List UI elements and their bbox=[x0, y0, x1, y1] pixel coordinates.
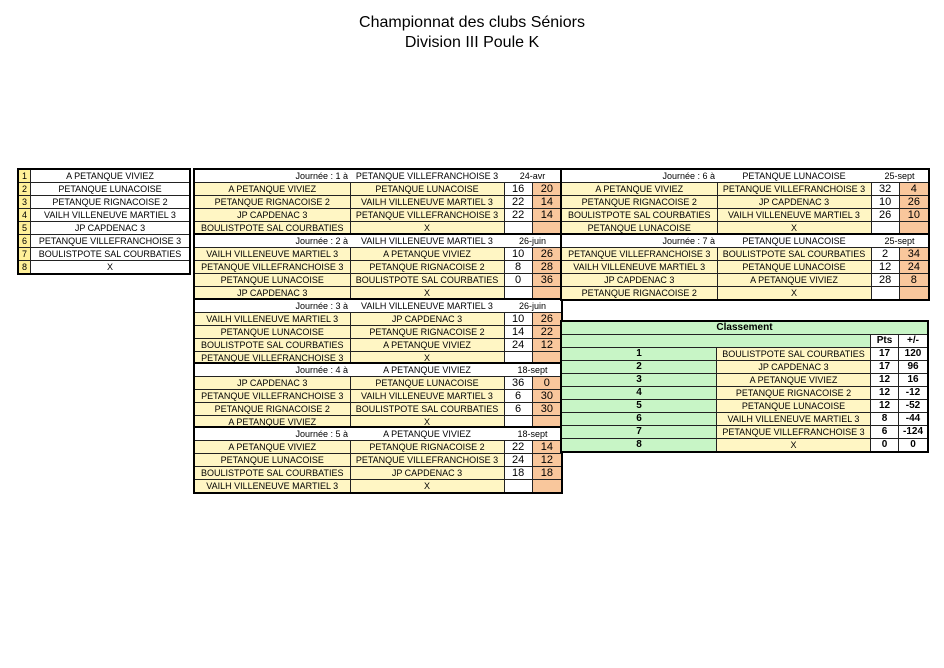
away-team: BOULISTPOTE SAL COURBATIES bbox=[717, 248, 871, 261]
home-score: 26 bbox=[871, 209, 899, 222]
away-team: X bbox=[350, 480, 504, 494]
points: 17 bbox=[871, 348, 899, 361]
home-score: 22 bbox=[504, 209, 532, 222]
round-venue: VAILH VILLENEUVE MARTIEL 3 bbox=[350, 234, 504, 248]
round-date: 25-sept bbox=[871, 169, 929, 183]
away-score: 12 bbox=[532, 454, 562, 467]
match-row bbox=[194, 454, 562, 467]
home-team: VAILH VILLENEUVE MARTIEL 3 bbox=[194, 480, 350, 494]
page-title: Championnat des clubs Séniors bbox=[359, 14, 585, 31]
round-label: Journée : 4 à bbox=[194, 363, 350, 377]
round-venue: A PETANQUE VIVIEZ bbox=[350, 363, 504, 377]
home-team: BOULISTPOTE SAL COURBATIES bbox=[194, 222, 350, 236]
home-score: 18 bbox=[504, 467, 532, 480]
round-header bbox=[194, 427, 562, 441]
round-header bbox=[194, 299, 562, 313]
team-number: 2 bbox=[18, 183, 31, 196]
away-team: JP CAPDENAC 3 bbox=[350, 313, 504, 326]
team-name: VAILH VILLENEUVE MARTIEL 3 bbox=[31, 209, 191, 222]
team-number: 6 bbox=[18, 235, 31, 248]
home-score: 12 bbox=[871, 261, 899, 274]
home-score: 6 bbox=[504, 403, 532, 416]
team-name: BOULISTPOTE SAL COURBATIES bbox=[31, 248, 191, 261]
home-score: 28 bbox=[871, 274, 899, 287]
match-row bbox=[194, 326, 562, 339]
away-team: BOULISTPOTE SAL COURBATIES bbox=[350, 403, 504, 416]
standings-row bbox=[561, 348, 928, 361]
home-team: PETANQUE RIGNACOISE 2 bbox=[561, 287, 717, 301]
away-score: 12 bbox=[532, 339, 562, 352]
away-score: 26 bbox=[532, 248, 562, 261]
team-name: PETANQUE VILLEFRANCHOISE 3 bbox=[717, 426, 871, 439]
goal-diff: -44 bbox=[899, 413, 929, 426]
round-venue: A PETANQUE VIVIEZ bbox=[350, 427, 504, 441]
round-header bbox=[561, 169, 929, 183]
round-table bbox=[193, 168, 563, 236]
round-table bbox=[193, 298, 563, 366]
round-table bbox=[560, 233, 930, 301]
home-team: PETANQUE VILLEFRANCHOISE 3 bbox=[194, 390, 350, 403]
round-venue: PETANQUE LUNACOISE bbox=[717, 169, 871, 183]
match-row bbox=[194, 183, 562, 196]
team-name: VAILH VILLENEUVE MARTIEL 3 bbox=[717, 413, 871, 426]
rank: 1 bbox=[561, 348, 717, 361]
standings-row bbox=[561, 374, 928, 387]
away-team: PETANQUE VILLEFRANCHOISE 3 bbox=[350, 209, 504, 222]
match-row bbox=[194, 339, 562, 352]
match-row bbox=[194, 390, 562, 403]
match-row bbox=[561, 209, 929, 222]
home-score: 16 bbox=[504, 183, 532, 196]
round-table bbox=[193, 426, 563, 494]
team-number: 4 bbox=[18, 209, 31, 222]
home-team: PETANQUE VILLEFRANCHOISE 3 bbox=[561, 248, 717, 261]
match-row bbox=[561, 196, 929, 209]
team-name: JP CAPDENAC 3 bbox=[31, 222, 191, 235]
away-score bbox=[532, 480, 562, 494]
away-score: 10 bbox=[899, 209, 929, 222]
round-date: 24-avr bbox=[504, 169, 562, 183]
match-row bbox=[194, 209, 562, 222]
round-venue: PETANQUE VILLEFRANCHOISE 3 bbox=[350, 169, 504, 183]
team-name: PETANQUE VILLEFRANCHOISE 3 bbox=[31, 235, 191, 248]
away-score: 36 bbox=[532, 274, 562, 287]
round-label: Journée : 2 à bbox=[194, 234, 350, 248]
away-team: PETANQUE RIGNACOISE 2 bbox=[350, 326, 504, 339]
away-team: VAILH VILLENEUVE MARTIEL 3 bbox=[717, 209, 871, 222]
match-row bbox=[561, 248, 929, 261]
round-label: Journée : 5 à bbox=[194, 427, 350, 441]
goal-diff: 96 bbox=[899, 361, 929, 374]
pts-header: Pts bbox=[871, 335, 899, 348]
home-score: 22 bbox=[504, 196, 532, 209]
points: 8 bbox=[871, 413, 899, 426]
away-team: A PETANQUE VIVIEZ bbox=[350, 339, 504, 352]
round-header bbox=[194, 234, 562, 248]
match-row bbox=[194, 403, 562, 416]
standings-table bbox=[560, 320, 929, 453]
away-team: X bbox=[350, 352, 504, 366]
away-team: PETANQUE VILLEFRANCHOISE 3 bbox=[350, 454, 504, 467]
home-team: VAILH VILLENEUVE MARTIEL 3 bbox=[561, 261, 717, 274]
away-score: 30 bbox=[532, 390, 562, 403]
round-date: 26-juin bbox=[504, 299, 562, 313]
goal-diff: -124 bbox=[899, 426, 929, 439]
away-score: 26 bbox=[532, 313, 562, 326]
round-venue: VAILH VILLENEUVE MARTIEL 3 bbox=[350, 299, 504, 313]
points: 12 bbox=[871, 387, 899, 400]
goal-diff: 16 bbox=[899, 374, 929, 387]
away-score: 4 bbox=[899, 183, 929, 196]
away-team: X bbox=[717, 287, 871, 301]
goal-diff: 120 bbox=[899, 348, 929, 361]
home-team: JP CAPDENAC 3 bbox=[194, 287, 350, 301]
team-row bbox=[18, 169, 190, 183]
home-team: A PETANQUE VIVIEZ bbox=[194, 183, 350, 196]
home-score: 36 bbox=[504, 377, 532, 390]
team-number: 5 bbox=[18, 222, 31, 235]
home-team: PETANQUE VILLEFRANCHOISE 3 bbox=[194, 352, 350, 366]
home-score: 2 bbox=[871, 248, 899, 261]
match-row bbox=[194, 467, 562, 480]
home-team: JP CAPDENAC 3 bbox=[561, 274, 717, 287]
team-number: 7 bbox=[18, 248, 31, 261]
away-score bbox=[899, 287, 929, 301]
away-team: JP CAPDENAC 3 bbox=[350, 467, 504, 480]
home-score: 8 bbox=[504, 261, 532, 274]
match-row bbox=[194, 248, 562, 261]
standings-row bbox=[561, 426, 928, 439]
round-table bbox=[193, 362, 563, 430]
away-team: X bbox=[350, 222, 504, 236]
standings-blank bbox=[561, 335, 871, 348]
home-score: 0 bbox=[504, 274, 532, 287]
team-name: PETANQUE LUNACOISE bbox=[31, 183, 191, 196]
points: 0 bbox=[871, 439, 899, 453]
away-team: PETANQUE RIGNACOISE 2 bbox=[350, 261, 504, 274]
goal-diff: -52 bbox=[899, 400, 929, 413]
away-score: 14 bbox=[532, 441, 562, 454]
team-name: BOULISTPOTE SAL COURBATIES bbox=[717, 348, 871, 361]
round-header bbox=[561, 234, 929, 248]
team-name: JP CAPDENAC 3 bbox=[717, 361, 871, 374]
away-team: PETANQUE LUNACOISE bbox=[350, 377, 504, 390]
rank: 4 bbox=[561, 387, 717, 400]
home-team: PETANQUE LUNACOISE bbox=[194, 274, 350, 287]
round-date: 25-sept bbox=[871, 234, 929, 248]
team-name: PETANQUE RIGNACOISE 2 bbox=[717, 387, 871, 400]
team-name: A PETANQUE VIVIEZ bbox=[717, 374, 871, 387]
team-name: PETANQUE RIGNACOISE 2 bbox=[31, 196, 191, 209]
away-team: PETANQUE LUNACOISE bbox=[717, 261, 871, 274]
round-table bbox=[193, 233, 563, 301]
match-row bbox=[561, 274, 929, 287]
team-row bbox=[18, 261, 190, 275]
round-label: Journée : 3 à bbox=[194, 299, 350, 313]
round-date: 18-sept bbox=[504, 427, 562, 441]
match-row bbox=[194, 274, 562, 287]
away-score: 30 bbox=[532, 403, 562, 416]
match-row bbox=[194, 313, 562, 326]
team-number: 1 bbox=[18, 169, 31, 183]
round-label: Journée : 6 à bbox=[561, 169, 717, 183]
away-team: VAILH VILLENEUVE MARTIEL 3 bbox=[350, 196, 504, 209]
round-label: Journée : 1 à bbox=[194, 169, 350, 183]
standings-row bbox=[561, 400, 928, 413]
round-date: 26-juin bbox=[504, 234, 562, 248]
standings-row bbox=[561, 413, 928, 426]
away-team: A PETANQUE VIVIEZ bbox=[350, 248, 504, 261]
away-team: X bbox=[350, 416, 504, 430]
away-score: 18 bbox=[532, 467, 562, 480]
match-row bbox=[561, 261, 929, 274]
points: 6 bbox=[871, 426, 899, 439]
home-team: JP CAPDENAC 3 bbox=[194, 377, 350, 390]
match-row bbox=[194, 377, 562, 390]
team-name: PETANQUE LUNACOISE bbox=[717, 400, 871, 413]
home-team: VAILH VILLENEUVE MARTIEL 3 bbox=[194, 248, 350, 261]
away-team: X bbox=[717, 222, 871, 236]
home-team: BOULISTPOTE SAL COURBATIES bbox=[194, 467, 350, 480]
away-score: 28 bbox=[532, 261, 562, 274]
home-team: PETANQUE VILLEFRANCHOISE 3 bbox=[194, 261, 350, 274]
team-row bbox=[18, 248, 190, 261]
away-score: 22 bbox=[532, 326, 562, 339]
goal-diff: -12 bbox=[899, 387, 929, 400]
home-team: PETANQUE RIGNACOISE 2 bbox=[561, 196, 717, 209]
points: 17 bbox=[871, 361, 899, 374]
away-score: 26 bbox=[899, 196, 929, 209]
rank: 6 bbox=[561, 413, 717, 426]
home-team: PETANQUE RIGNACOISE 2 bbox=[194, 403, 350, 416]
team-row bbox=[18, 235, 190, 248]
home-team: A PETANQUE VIVIEZ bbox=[561, 183, 717, 196]
match-row bbox=[561, 287, 929, 301]
away-score: 8 bbox=[899, 274, 929, 287]
away-score: 14 bbox=[532, 196, 562, 209]
team-row bbox=[18, 196, 190, 209]
home-team: VAILH VILLENEUVE MARTIEL 3 bbox=[194, 313, 350, 326]
home-team: PETANQUE RIGNACOISE 2 bbox=[194, 196, 350, 209]
home-team: BOULISTPOTE SAL COURBATIES bbox=[561, 209, 717, 222]
match-row bbox=[561, 183, 929, 196]
team-list bbox=[17, 168, 191, 275]
away-team: VAILH VILLENEUVE MARTIEL 3 bbox=[350, 390, 504, 403]
home-score: 32 bbox=[871, 183, 899, 196]
match-row bbox=[194, 196, 562, 209]
team-row bbox=[18, 222, 190, 235]
round-header bbox=[194, 169, 562, 183]
home-score: 10 bbox=[504, 313, 532, 326]
team-name: X bbox=[31, 261, 191, 275]
team-name: X bbox=[717, 439, 871, 453]
away-team: X bbox=[350, 287, 504, 301]
away-team: JP CAPDENAC 3 bbox=[717, 196, 871, 209]
away-team: PETANQUE LUNACOISE bbox=[350, 183, 504, 196]
rank: 2 bbox=[561, 361, 717, 374]
home-score: 6 bbox=[504, 390, 532, 403]
standings-row bbox=[561, 439, 928, 453]
team-number: 3 bbox=[18, 196, 31, 209]
goal-diff: 0 bbox=[899, 439, 929, 453]
rank: 7 bbox=[561, 426, 717, 439]
home-score: 10 bbox=[504, 248, 532, 261]
away-score: 0 bbox=[532, 377, 562, 390]
away-score: 34 bbox=[899, 248, 929, 261]
away-score: 14 bbox=[532, 209, 562, 222]
standings-row bbox=[561, 361, 928, 374]
round-date: 18-sept bbox=[504, 363, 562, 377]
home-team: JP CAPDENAC 3 bbox=[194, 209, 350, 222]
match-row bbox=[194, 261, 562, 274]
page-subtitle: Division III Poule K bbox=[404, 34, 540, 51]
standings-row bbox=[561, 387, 928, 400]
away-team: BOULISTPOTE SAL COURBATIES bbox=[350, 274, 504, 287]
away-score: 20 bbox=[532, 183, 562, 196]
team-number: 8 bbox=[18, 261, 31, 275]
away-team: A PETANQUE VIVIEZ bbox=[717, 274, 871, 287]
match-row bbox=[194, 441, 562, 454]
team-name: A PETANQUE VIVIEZ bbox=[31, 169, 191, 183]
home-score: 10 bbox=[871, 196, 899, 209]
home-team: A PETANQUE VIVIEZ bbox=[194, 441, 350, 454]
away-team: PETANQUE VILLEFRANCHOISE 3 bbox=[717, 183, 871, 196]
round-label: Journée : 7 à bbox=[561, 234, 717, 248]
home-team: BOULISTPOTE SAL COURBATIES bbox=[194, 339, 350, 352]
rank: 8 bbox=[561, 439, 717, 453]
diff-header: +/- bbox=[899, 335, 929, 348]
standings-title: Classement bbox=[561, 321, 928, 335]
rank: 3 bbox=[561, 374, 717, 387]
home-score: 14 bbox=[504, 326, 532, 339]
round-table bbox=[560, 168, 930, 236]
home-score bbox=[871, 287, 899, 301]
home-score bbox=[504, 480, 532, 494]
round-header bbox=[194, 363, 562, 377]
home-team: PETANQUE LUNACOISE bbox=[561, 222, 717, 236]
home-team: PETANQUE LUNACOISE bbox=[194, 454, 350, 467]
team-row bbox=[18, 209, 190, 222]
points: 12 bbox=[871, 374, 899, 387]
away-team: PETANQUE RIGNACOISE 2 bbox=[350, 441, 504, 454]
away-score: 24 bbox=[899, 261, 929, 274]
home-team: PETANQUE LUNACOISE bbox=[194, 326, 350, 339]
team-row bbox=[18, 183, 190, 196]
rank: 5 bbox=[561, 400, 717, 413]
round-venue: PETANQUE LUNACOISE bbox=[717, 234, 871, 248]
home-team: A PETANQUE VIVIEZ bbox=[194, 416, 350, 430]
home-score: 22 bbox=[504, 441, 532, 454]
match-row bbox=[194, 480, 562, 494]
points: 12 bbox=[871, 400, 899, 413]
home-score: 24 bbox=[504, 454, 532, 467]
home-score: 24 bbox=[504, 339, 532, 352]
